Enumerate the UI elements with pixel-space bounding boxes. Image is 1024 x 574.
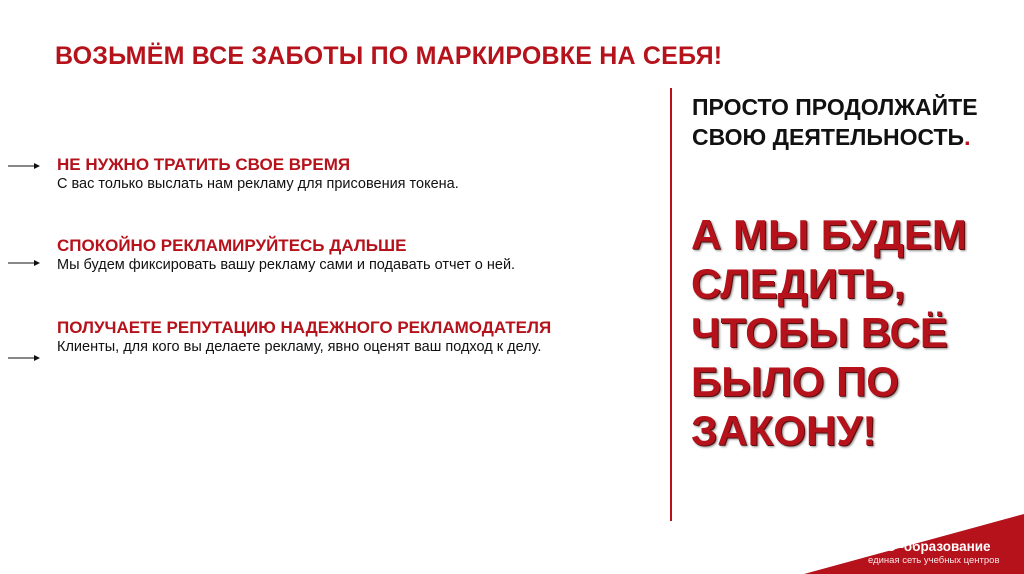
lead-period: . (964, 124, 971, 150)
arrow-right-icon (8, 258, 40, 268)
benefit-heading: ПОЛУЧАЕТЕ РЕПУТАЦИЮ НАДЕЖНОГО РЕКЛАМОДАТЕЛЯ (57, 318, 552, 337)
vertical-divider (670, 88, 672, 521)
org-logo (862, 526, 1000, 567)
org-name-line2: ЭКО–образование (862, 539, 1000, 555)
lead-text: ПРОСТО ПРОДОЛЖАЙТЕ СВОЮ ДЕЯТЕЛЬНОСТЬ (692, 94, 978, 150)
org-tagline: единая сеть учебных центров (868, 555, 1000, 566)
benefit-text: Клиенты, для кого вы делаете рекламу, явно оценят ваш подход к делу. (57, 339, 542, 355)
benefit-heading: СПОКОЙНО РЕКЛАМИРУЙТЕСЬ ДАЛЬШЕ (57, 236, 407, 255)
page-title: ВОЗЬМЁМ ВСЕ ЗАБОТЫ ПО МАРКИРОВКЕ НА СЕБЯ! (55, 42, 723, 70)
arrow-right-icon (8, 161, 40, 171)
benefit-text: С вас только выслать нам рекламу для присовения токена. (57, 176, 459, 192)
org-name-line1: ЧОУ ДПО (868, 526, 918, 538)
benefit-text: Мы будем фиксировать вашу рекламу сами и подавать отчет о ней. (57, 257, 516, 273)
arrow-right-icon (8, 353, 40, 363)
benefit-heading: НЕ НУЖНО ТРАТИТЬ СВОЕ ВРЕМЯ (57, 155, 351, 174)
call-to-action-emphasis: А МЫ БУДЕМ СЛЕДИТЬ, ЧТОБЫ ВСЁ БЫЛО ПО ЗАКОНУ! (691, 211, 967, 454)
call-to-action-lead (692, 92, 992, 152)
